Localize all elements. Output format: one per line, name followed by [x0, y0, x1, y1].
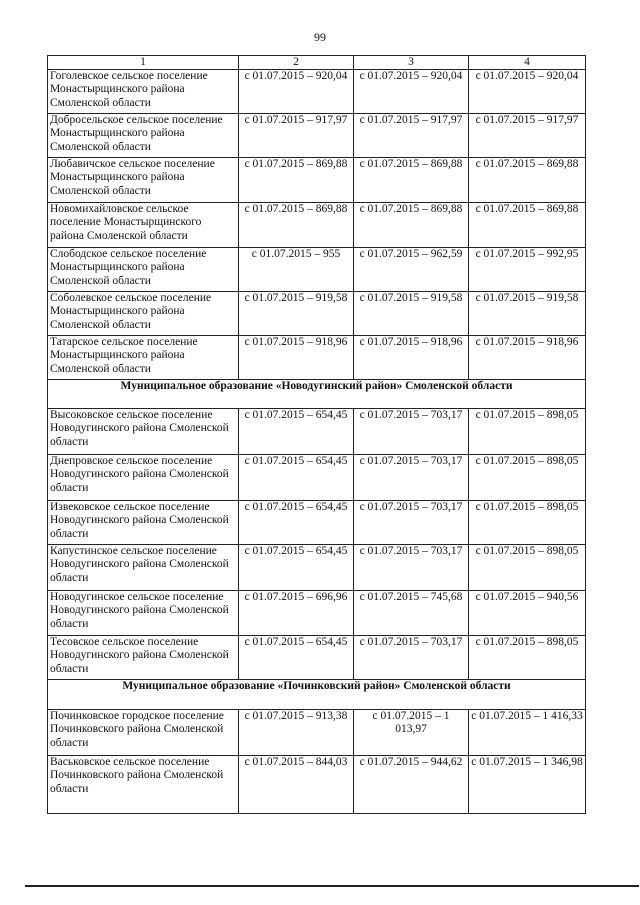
- settlement-name: Новомихайловское сельское поселение Монастырщинского района Смоленской области: [48, 203, 239, 248]
- tariff-value-col4: с 01.07.2015 – 898,05: [469, 409, 586, 455]
- table-row: [48, 248, 586, 292]
- tariff-value-col3: с 01.07.2015 – 920,04: [354, 70, 469, 114]
- tariff-value-col2: с 01.07.2015 – 654,45: [239, 545, 354, 591]
- settlement-name: Днепровское сельское поселение Новодугинского района Смоленской области: [48, 455, 239, 501]
- table-row: [48, 203, 586, 248]
- tariff-value-col4: с 01.07.2015 – 992,95: [469, 248, 586, 292]
- tariff-value-col3: с 01.07.2015 – 869,88: [354, 158, 469, 203]
- tariff-value-col3: с 01.07.2015 – 1 013,97: [354, 710, 469, 756]
- tariff-value-col3: с 01.07.2015 – 869,88: [354, 203, 469, 248]
- table-row: [48, 455, 586, 501]
- tariff-value-col2: с 01.07.2015 – 919,58: [239, 292, 354, 336]
- column-number-3: 3: [354, 56, 469, 70]
- settlement-name: Гоголевское сельское поселение Монастырщинского района Смоленской области: [48, 70, 239, 114]
- column-number-2: 2: [239, 56, 354, 70]
- table-row: [48, 114, 586, 158]
- settlement-name: Добросельское сельское поселение Монастырщинского района Смоленской области: [48, 114, 239, 158]
- table-row: [48, 158, 586, 203]
- tariff-value-col4: с 01.07.2015 – 869,88: [469, 203, 586, 248]
- tariff-value-col4: с 01.07.2015 – 898,05: [469, 545, 586, 591]
- table-row: [48, 710, 586, 756]
- table-row: [48, 756, 586, 814]
- tariff-value-col3: с 01.07.2015 – 745,68: [354, 591, 469, 636]
- tariff-value-col2: с 01.07.2015 – 920,04: [239, 70, 354, 114]
- tariff-value-col2: с 01.07.2015 – 955: [239, 248, 354, 292]
- tariff-value-col3: с 01.07.2015 – 918,96: [354, 336, 469, 380]
- tariff-value-col3: с 01.07.2015 – 703,17: [354, 545, 469, 591]
- table-row: [48, 292, 586, 336]
- settlement-name: Новодугинское сельское поселение Новодугинского района Смоленской области: [48, 591, 239, 636]
- tariff-value-col2: с 01.07.2015 – 844,03: [239, 756, 354, 814]
- tariff-value-col2: с 01.07.2015 – 654,45: [239, 409, 354, 455]
- tariff-value-col3: с 01.07.2015 – 917,97: [354, 114, 469, 158]
- tariff-value-col4: с 01.07.2015 – 898,05: [469, 636, 586, 680]
- tariff-value-col4: с 01.07.2015 – 1 346,98: [469, 756, 586, 814]
- column-number-1: 1: [48, 56, 239, 70]
- tariff-table: [47, 55, 586, 814]
- settlement-name: Соболевское сельское поселение Монастырщинского района Смоленской области: [48, 292, 239, 336]
- tariff-value-col4: с 01.07.2015 – 918,96: [469, 336, 586, 380]
- settlement-name: Васьковское сельское поселение Починковского района Смоленской области: [48, 756, 239, 814]
- section-title: Муниципальное образование «Новодугинский район» Смоленской области: [48, 380, 586, 409]
- table-row: [48, 591, 586, 636]
- tariff-value-col3: с 01.07.2015 – 919,58: [354, 292, 469, 336]
- table-row: [48, 70, 586, 114]
- settlement-name: Капустинское сельское поселение Новодугинского района Смоленской области: [48, 545, 239, 591]
- table-row: [48, 545, 586, 591]
- section-title: Муниципальное образование «Починковский район» Смоленской области: [48, 680, 586, 710]
- settlement-name: Тесовское сельское поселение Новодугинского района Смоленской области: [48, 636, 239, 680]
- table-row: [48, 501, 586, 545]
- tariff-value-col4: с 01.07.2015 – 869,88: [469, 158, 586, 203]
- tariff-value-col2: с 01.07.2015 – 918,96: [239, 336, 354, 380]
- settlement-name: Любавичское сельское поселение Монастырщинского района Смоленской области: [48, 158, 239, 203]
- settlement-name: Высоковское сельское поселение Новодугинского района Смоленской области: [48, 409, 239, 455]
- column-number-4: 4: [469, 56, 586, 70]
- tariff-value-col3: с 01.07.2015 – 703,17: [354, 501, 469, 545]
- tariff-value-col4: с 01.07.2015 – 940,56: [469, 591, 586, 636]
- table-row: [48, 336, 586, 380]
- tariff-value-col2: с 01.07.2015 – 869,88: [239, 203, 354, 248]
- settlement-name: Слободское сельское поселение Монастырщинского района Смоленской области: [48, 248, 239, 292]
- section-header-row: [48, 680, 586, 710]
- tariff-value-col4: с 01.07.2015 – 898,05: [469, 455, 586, 501]
- table-row: [48, 636, 586, 680]
- settlement-name: Починковское городское поселение Починковского района Смоленской области: [48, 710, 239, 756]
- page-number: 99: [314, 30, 326, 44]
- tariff-value-col2: с 01.07.2015 – 917,97: [239, 114, 354, 158]
- tariff-value-col3: с 01.07.2015 – 703,17: [354, 409, 469, 455]
- tariff-value-col3: с 01.07.2015 – 703,17: [354, 455, 469, 501]
- tariff-value-col4: с 01.07.2015 – 919,58: [469, 292, 586, 336]
- tariff-value-col4: с 01.07.2015 – 1 416,33: [469, 710, 586, 756]
- tariff-value-col4: с 01.07.2015 – 920,04: [469, 70, 586, 114]
- tariff-value-col2: с 01.07.2015 – 654,45: [239, 636, 354, 680]
- tariff-value-col2: с 01.07.2015 – 654,45: [239, 455, 354, 501]
- section-header-row: [48, 380, 586, 409]
- bottom-rule: [25, 885, 639, 887]
- tariff-value-col2: с 01.07.2015 – 869,88: [239, 158, 354, 203]
- tariff-value-col3: с 01.07.2015 – 703,17: [354, 636, 469, 680]
- tariff-value-col4: с 01.07.2015 – 917,97: [469, 114, 586, 158]
- tariff-value-col2: с 01.07.2015 – 696,96: [239, 591, 354, 636]
- tariff-value-col3: с 01.07.2015 – 944,62: [354, 756, 469, 814]
- tariff-value-col2: с 01.07.2015 – 913,38: [239, 710, 354, 756]
- table-row: [48, 409, 586, 455]
- settlement-name: Извековское сельское поселение Новодугинского района Смоленской области: [48, 501, 239, 545]
- tariff-value-col4: с 01.07.2015 – 898,05: [469, 501, 586, 545]
- settlement-name: Татарское сельское поселение Монастырщинского района Смоленской области: [48, 336, 239, 380]
- column-number-row: [48, 56, 586, 70]
- tariff-value-col2: с 01.07.2015 – 654,45: [239, 501, 354, 545]
- tariff-value-col3: с 01.07.2015 – 962,59: [354, 248, 469, 292]
